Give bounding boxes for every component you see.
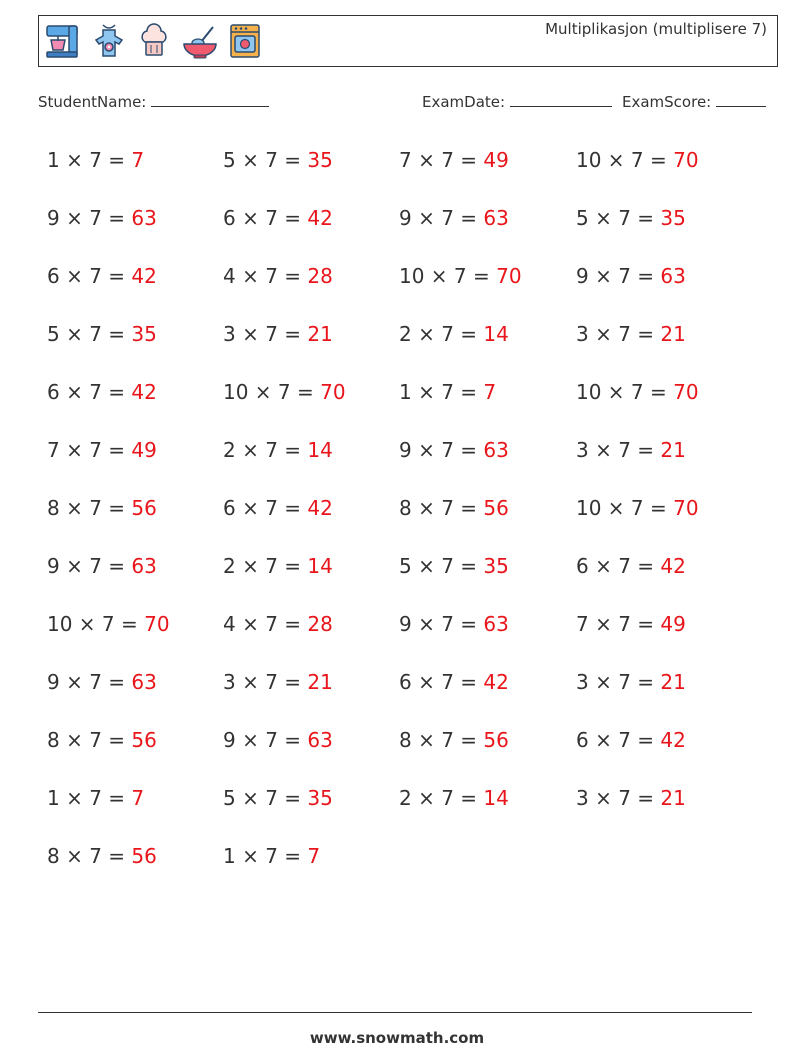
problem-item (223, 148, 333, 172)
problem-grid (47, 148, 767, 902)
problem-item (47, 438, 157, 462)
problem-question: 7 × 7 = (47, 438, 132, 462)
problem-question: 10 × 7 = (576, 148, 674, 172)
problem-question: 5 × 7 = (576, 206, 661, 230)
problem-row (47, 148, 767, 206)
problem-item (47, 264, 157, 288)
problem-answer: 35 (307, 786, 333, 810)
problem-item (47, 728, 157, 752)
exam-score-blank[interactable] (716, 94, 766, 107)
problem-question: 9 × 7 = (576, 264, 661, 288)
problem-item (47, 786, 144, 810)
problem-item (576, 148, 699, 172)
problem-answer: 35 (307, 148, 333, 172)
problem-question: 1 × 7 = (223, 844, 308, 868)
problem-answer: 49 (660, 612, 686, 636)
problem-answer: 42 (307, 496, 333, 520)
problem-question: 5 × 7 = (223, 786, 308, 810)
problem-question: 2 × 7 = (223, 554, 308, 578)
exam-score-field[interactable] (622, 93, 766, 111)
problem-answer: 35 (131, 322, 157, 346)
problem-question: 10 × 7 = (223, 380, 321, 404)
problem-item (399, 148, 509, 172)
problem-item (576, 380, 699, 404)
problem-answer: 63 (483, 438, 509, 462)
problem-item (223, 554, 333, 578)
problem-item (576, 670, 686, 694)
problem-question: 10 × 7 = (576, 380, 674, 404)
problem-answer: 14 (307, 438, 333, 462)
problem-item (223, 438, 333, 462)
problem-question: 9 × 7 = (47, 554, 132, 578)
problem-row (47, 264, 767, 322)
problem-answer: 56 (483, 728, 509, 752)
problem-answer: 21 (660, 670, 686, 694)
problem-item (47, 380, 157, 404)
problem-answer: 70 (673, 380, 699, 404)
problem-question: 2 × 7 = (399, 322, 484, 346)
problem-row (47, 438, 767, 496)
problem-row (47, 322, 767, 380)
problem-answer: 42 (660, 728, 686, 752)
problem-question: 9 × 7 = (399, 438, 484, 462)
problem-row (47, 786, 767, 844)
problem-row (47, 670, 767, 728)
problem-question: 4 × 7 = (223, 612, 308, 636)
problem-answer: 70 (496, 264, 522, 288)
worksheet-title: Multiplikasjon (multiplisere 7) (545, 20, 767, 38)
problem-question: 8 × 7 = (47, 728, 132, 752)
whisk-bowl-icon (181, 22, 219, 60)
problem-item (399, 206, 509, 230)
problem-question: 3 × 7 = (576, 322, 661, 346)
exam-date-label: ExamDate: (422, 93, 506, 111)
problem-answer: 63 (307, 728, 333, 752)
problem-question: 3 × 7 = (223, 670, 308, 694)
problem-question: 7 × 7 = (576, 612, 661, 636)
problem-question: 5 × 7 = (399, 554, 484, 578)
problem-answer: 21 (660, 438, 686, 462)
problem-item (47, 496, 157, 520)
problem-row (47, 206, 767, 264)
problem-answer: 21 (660, 322, 686, 346)
problem-question: 3 × 7 = (576, 670, 661, 694)
student-name-field[interactable] (38, 93, 269, 111)
problem-question: 7 × 7 = (399, 148, 484, 172)
problem-item (399, 612, 509, 636)
problem-question: 9 × 7 = (47, 670, 132, 694)
problem-item (399, 670, 509, 694)
problem-item (47, 148, 144, 172)
problem-answer: 63 (131, 670, 157, 694)
worksheet-header (38, 15, 778, 67)
problem-answer: 7 (131, 786, 145, 810)
problem-item (576, 554, 686, 578)
problem-row (47, 612, 767, 670)
problem-item (223, 612, 333, 636)
problem-item (47, 844, 157, 868)
problem-item (47, 322, 157, 346)
problem-question: 8 × 7 = (399, 496, 484, 520)
problem-answer: 56 (131, 844, 157, 868)
problem-question: 9 × 7 = (399, 206, 484, 230)
problem-item (223, 322, 333, 346)
problem-answer: 14 (307, 554, 333, 578)
problem-item (399, 496, 509, 520)
problem-item (47, 670, 157, 694)
problem-item (576, 206, 686, 230)
oven-icon (226, 22, 264, 60)
problem-answer: 56 (131, 728, 157, 752)
problem-question: 5 × 7 = (47, 322, 132, 346)
problem-question: 9 × 7 = (223, 728, 308, 752)
problem-answer: 63 (483, 206, 509, 230)
problem-question: 10 × 7 = (399, 264, 497, 288)
mixer-icon (44, 22, 82, 60)
problem-item (576, 612, 686, 636)
problem-question: 6 × 7 = (47, 380, 132, 404)
problem-answer: 21 (660, 786, 686, 810)
problem-question: 1 × 7 = (399, 380, 484, 404)
problem-answer: 70 (673, 496, 699, 520)
problem-question: 2 × 7 = (223, 438, 308, 462)
problem-question: 9 × 7 = (47, 206, 132, 230)
apron-icon (90, 22, 128, 60)
problem-answer: 63 (483, 612, 509, 636)
problem-item (399, 438, 509, 462)
problem-answer: 49 (483, 148, 509, 172)
problem-row (47, 380, 767, 438)
problem-answer: 14 (483, 786, 509, 810)
problem-answer: 56 (483, 496, 509, 520)
problem-row (47, 496, 767, 554)
problem-answer: 28 (307, 264, 333, 288)
footer-divider (38, 1012, 752, 1013)
problem-answer: 35 (483, 554, 509, 578)
problem-item (223, 786, 333, 810)
problem-question: 8 × 7 = (47, 844, 132, 868)
problem-answer: 28 (307, 612, 333, 636)
exam-date-field[interactable] (422, 93, 612, 111)
problem-answer: 7 (307, 844, 321, 868)
problem-item (576, 322, 686, 346)
problem-row (47, 554, 767, 612)
problem-question: 9 × 7 = (399, 612, 484, 636)
problem-item (399, 322, 509, 346)
problem-item (576, 496, 699, 520)
problem-answer: 14 (483, 322, 509, 346)
problem-item (399, 264, 522, 288)
chef-hat-icon (135, 22, 173, 60)
problem-answer: 42 (307, 206, 333, 230)
problem-question: 4 × 7 = (223, 264, 308, 288)
problem-item (223, 380, 346, 404)
problem-question: 8 × 7 = (47, 496, 132, 520)
problem-item (223, 264, 333, 288)
student-name-blank[interactable] (151, 94, 269, 107)
problem-answer: 21 (307, 670, 333, 694)
exam-date-blank[interactable] (510, 94, 612, 107)
problem-question: 10 × 7 = (576, 496, 674, 520)
problem-question: 6 × 7 = (399, 670, 484, 694)
problem-question: 8 × 7 = (399, 728, 484, 752)
problem-answer: 7 (131, 148, 145, 172)
problem-item (399, 728, 509, 752)
problem-item (223, 206, 333, 230)
problem-answer: 70 (673, 148, 699, 172)
problem-answer: 42 (131, 380, 157, 404)
problem-question: 5 × 7 = (223, 148, 308, 172)
problem-item (47, 206, 157, 230)
problem-question: 6 × 7 = (223, 496, 308, 520)
problem-question: 3 × 7 = (576, 438, 661, 462)
problem-question: 10 × 7 = (47, 612, 145, 636)
problem-row (47, 728, 767, 786)
problem-answer: 70 (320, 380, 346, 404)
problem-answer: 42 (660, 554, 686, 578)
problem-question: 6 × 7 = (576, 728, 661, 752)
problem-question: 3 × 7 = (223, 322, 308, 346)
footer-url[interactable]: www.snowmath.com (309, 1029, 485, 1047)
problem-item (576, 438, 686, 462)
problem-item (399, 554, 509, 578)
problem-item (399, 380, 496, 404)
problem-answer: 7 (483, 380, 497, 404)
problem-item (576, 264, 686, 288)
problem-question: 6 × 7 = (47, 264, 132, 288)
problem-item (223, 728, 333, 752)
problem-answer: 63 (660, 264, 686, 288)
problem-question: 1 × 7 = (47, 786, 132, 810)
problem-item (47, 612, 170, 636)
problem-question: 3 × 7 = (576, 786, 661, 810)
problem-row (47, 844, 767, 902)
problem-item (576, 786, 686, 810)
problem-item (47, 554, 157, 578)
problem-question: 2 × 7 = (399, 786, 484, 810)
problem-answer: 70 (144, 612, 170, 636)
student-name-label: StudentName: (38, 93, 147, 111)
problem-answer: 49 (131, 438, 157, 462)
problem-answer: 42 (131, 264, 157, 288)
problem-item (399, 786, 509, 810)
problem-item (223, 496, 333, 520)
problem-question: 1 × 7 = (47, 148, 132, 172)
problem-item (223, 844, 320, 868)
problem-answer: 56 (131, 496, 157, 520)
problem-answer: 21 (307, 322, 333, 346)
problem-item (576, 728, 686, 752)
problem-answer: 63 (131, 554, 157, 578)
problem-answer: 35 (660, 206, 686, 230)
problem-item (223, 670, 333, 694)
problem-question: 6 × 7 = (223, 206, 308, 230)
problem-question: 6 × 7 = (576, 554, 661, 578)
problem-answer: 42 (483, 670, 509, 694)
problem-answer: 63 (131, 206, 157, 230)
exam-score-label: ExamScore: (622, 93, 712, 111)
